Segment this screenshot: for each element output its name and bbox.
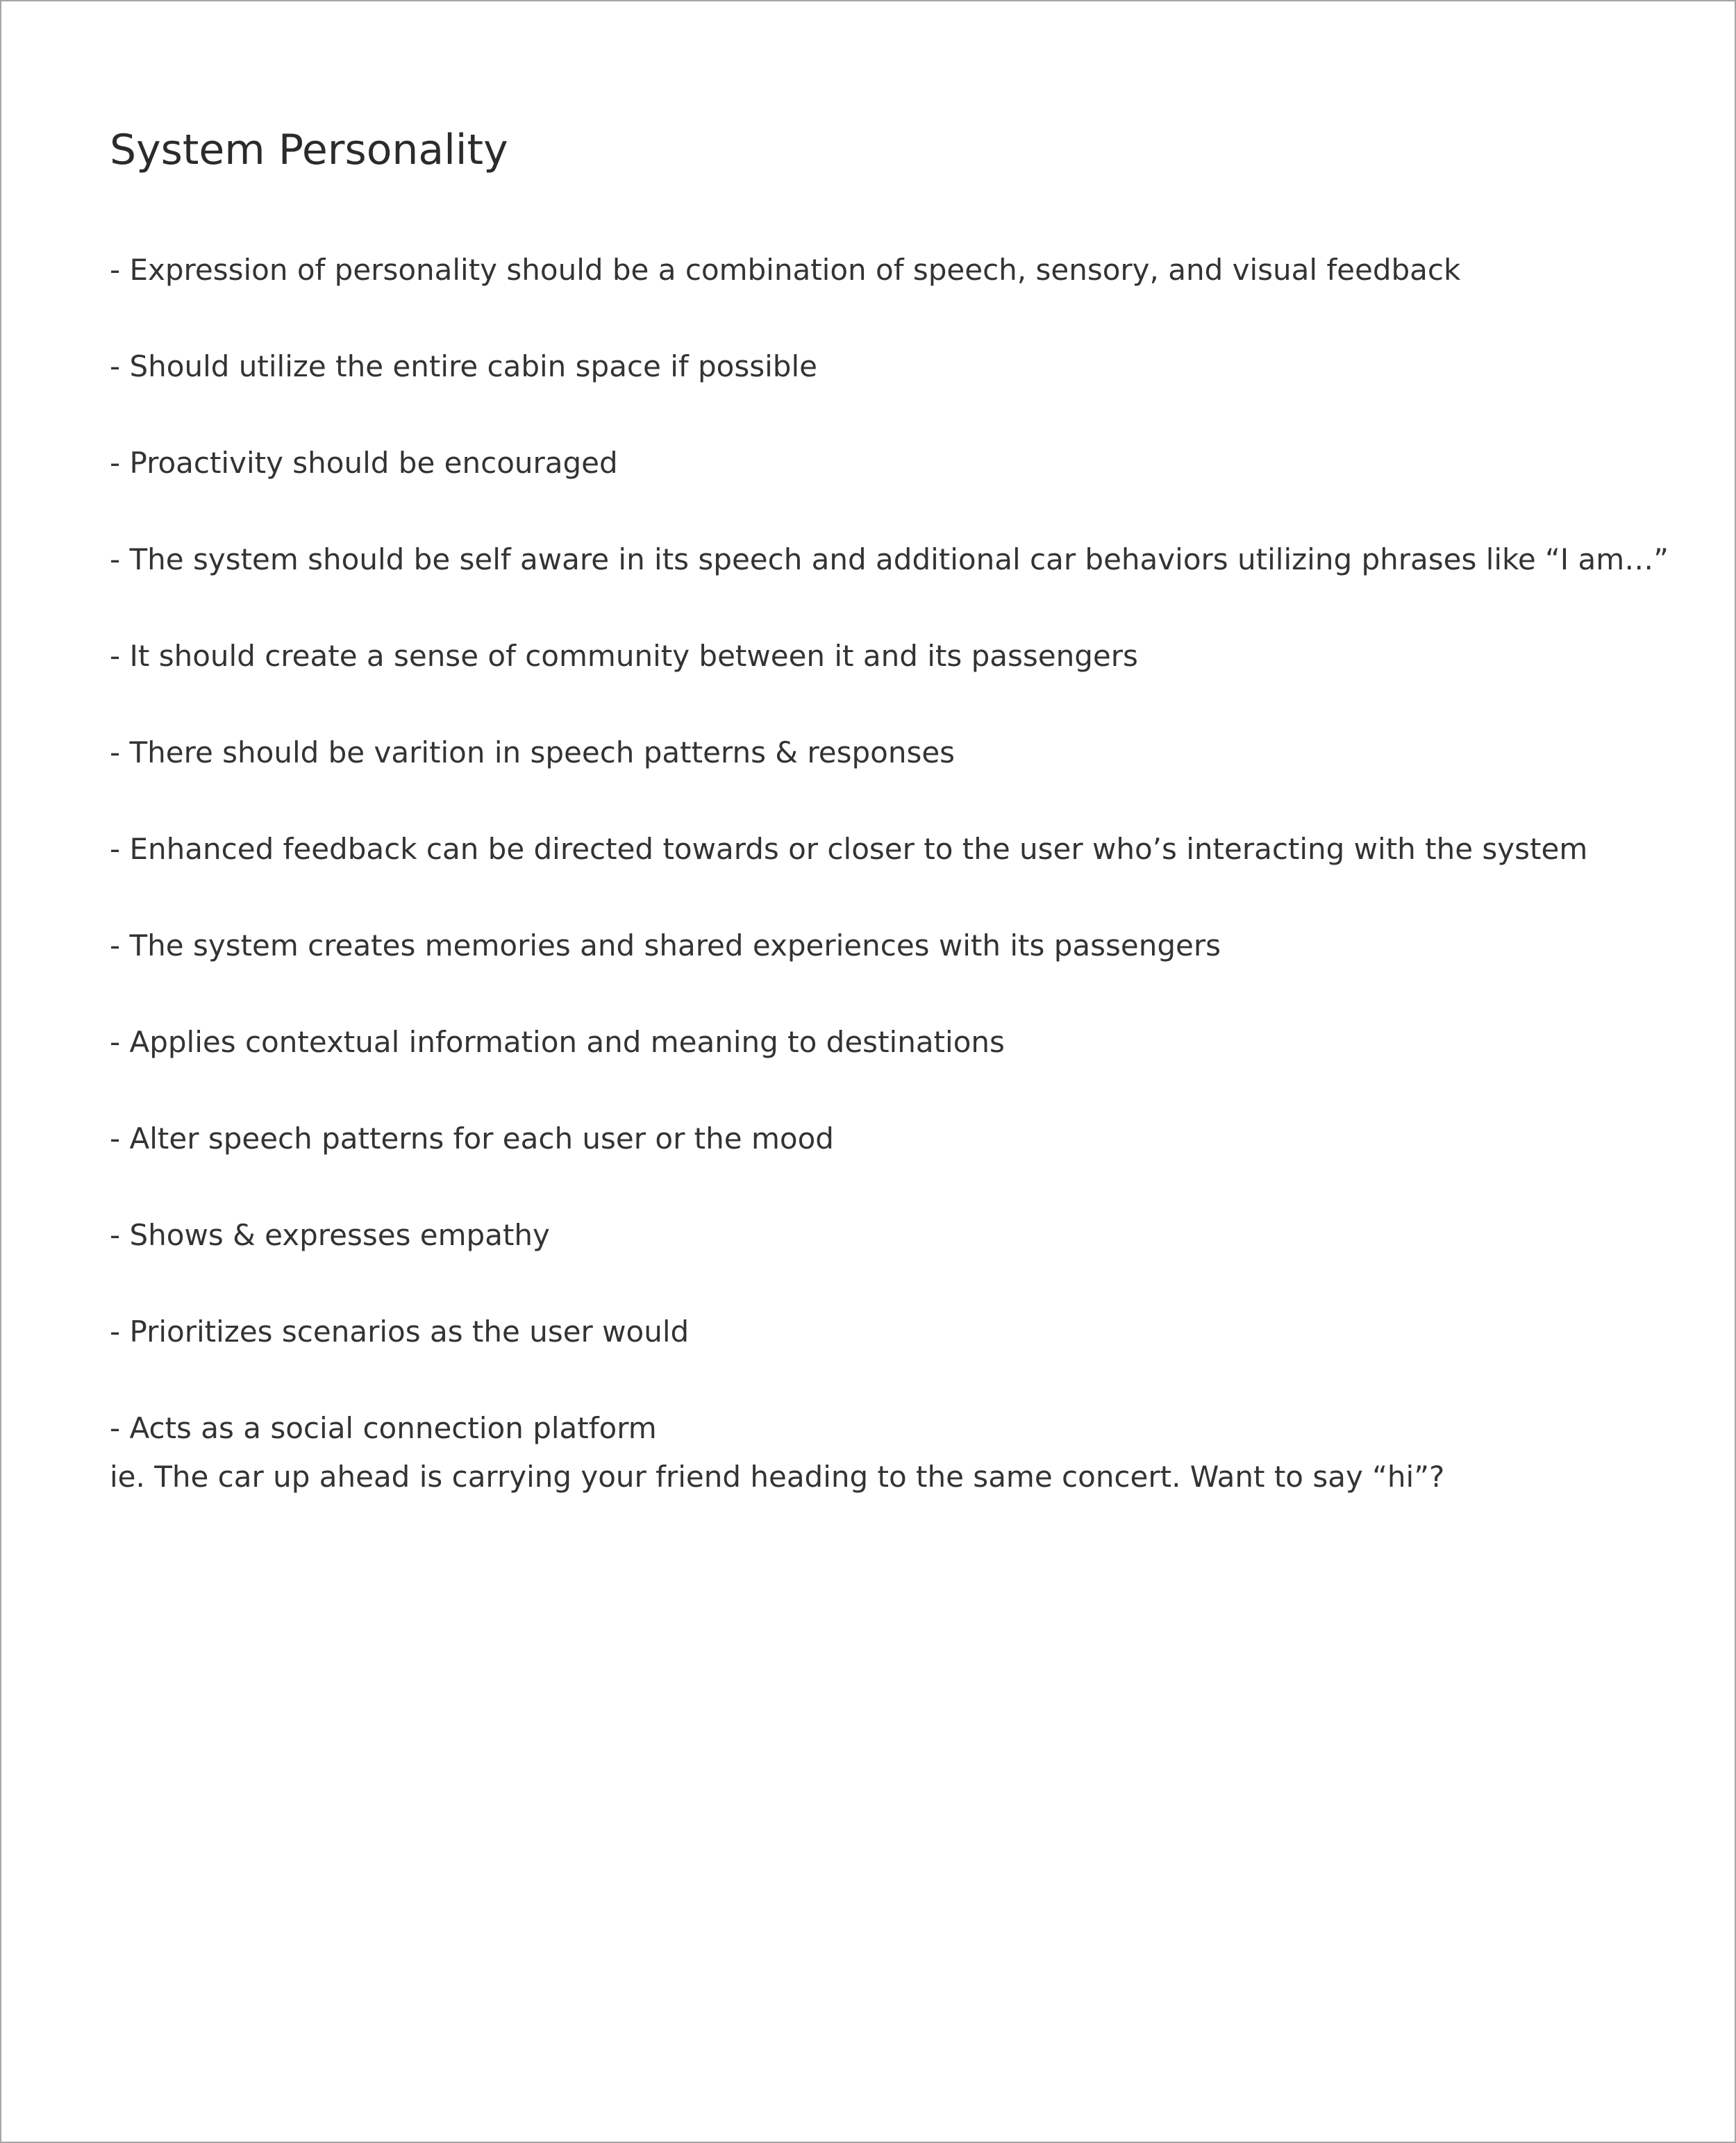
bullet-item: - Prioritizes scenarios as the user would xyxy=(110,1315,690,1349)
bullet-list xyxy=(110,246,1669,1501)
page-title: System Personality xyxy=(110,126,508,174)
bullet-item: - Expression of personality should be a combination of speech, sensory, and visual feedback xyxy=(110,253,1461,287)
bullet-item: - There should be varition in speech patterns & responses xyxy=(110,735,955,769)
bullet-item: - Alter speech patterns for each user or the mood xyxy=(110,1121,834,1156)
bullet-item: - Should utilize the entire cabin space if possible xyxy=(110,349,817,383)
bullet-item: - Applies contextual information and meaning to destinations xyxy=(110,1025,1005,1059)
bullet-item: - The system should be self aware in its speech and additional car behaviors utilizing phrases like “I am…” xyxy=(110,542,1669,576)
bullet-example-note: ie. The car up ahead is carrying your friend heading to the same concert. Want to say “hi”? xyxy=(110,1460,1445,1494)
bullet-item: - It should create a sense of community between it and its passengers xyxy=(110,639,1138,673)
bullet-item-text: - Acts as a social connection platform xyxy=(110,1411,657,1445)
bullet-item: - The system creates memories and shared experiences with its passengers xyxy=(110,928,1221,962)
bullet-item-last xyxy=(110,1404,1669,1501)
bullet-item: - Enhanced feedback can be directed towards or closer to the user who’s interacting with the system xyxy=(110,832,1588,866)
bullet-item: - Shows & expresses empathy xyxy=(110,1218,550,1252)
bullet-item: - Proactivity should be encouraged xyxy=(110,446,618,480)
